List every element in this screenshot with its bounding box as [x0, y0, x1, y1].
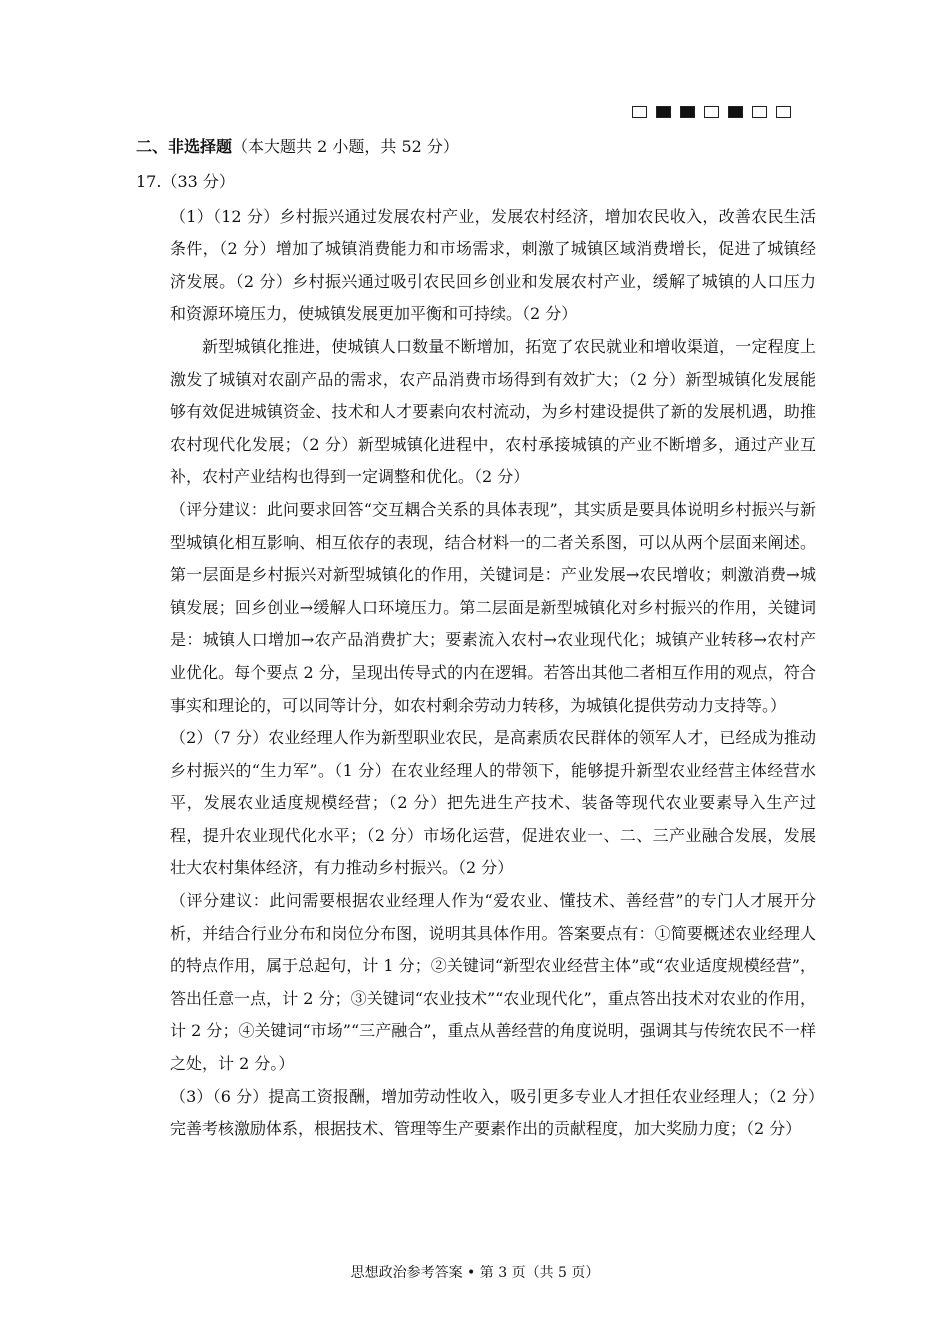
answer-paragraph-4: （3）（6 分）提高工资报酬，增加劳动性收入，吸引更多专业人才担任农业经理人；（2 分）完善考核激励体系，根据技术、管理等生产要素作出的贡献程度，加大奖励力度；（2 分） [170, 1086, 816, 1139]
header-mark [728, 106, 743, 118]
scoring-note-2: （评分建议：此问需要根据农业经理人作为“爱农业、懂技术、善经营”的专门人才展开分析，并结合行业分布和岗位分布图，说明其具体作用。答案要点有：①简要概述农业经理人的特点作用，属于总起句，计 1 分；②关键词“新型农业经营主体”或“农业适度规模经营”，答出任意一点，计 2 分；③关键词“农业技术”“农业现代化”，重点答出技术对农业的作用，计 2 分；④关键词“市场”“三产融合”，重点从善经营的角度说明，强调其与传统农民不一样之处，计 2 分。） [170, 891, 816, 1074]
header-mark [680, 106, 695, 118]
answer-paragraph-3: （2）（7 分）农业经理人作为新型职业农民，是高素质农民群体的领军人才，已经成为推动乡村振兴的“生力军”。（1 分）在农业经理人的带领下，能够提升新型农业经营主体经营水平，发展农业适度规模经营；（2 分）把先进生产技术、装备等现代农业要素导入生产过程，提升农业现代化水平；（2 分）市场化运营，促进农业一、二、三产业融合发展，发展壮大农村集体经济，有力推动乡村振兴。（2 分） [170, 728, 816, 878]
section-heading [136, 136, 816, 158]
question-number: 17.（33 分） [136, 172, 235, 191]
header-mark [632, 106, 647, 118]
page-footer: 思想政治参考答案 • 第 3 页（共 5 页） [350, 1265, 600, 1281]
answer-paragraph-2: 新型城镇化推进，使城镇人口数量不断增加，拓宽了农民就业和增收渠道，一定程度上激发了城镇对农副产品的需求，农产品消费市场得到有效扩大；（2 分）新型城镇化发展能够有效促进城镇资金、技术和人才要素向农村流动，为乡村建设提供了新的发展机遇，助推农村现代化发展；（2 分）新型城镇化进程中，农村承接城镇的产业不断增多，通过产业互补，农村产业结构也得到一定调整和优化。（2 分） [170, 336, 816, 487]
header-mark [752, 106, 767, 118]
answer-page [136, 136, 816, 1146]
header-mark [704, 106, 719, 118]
section-title: 二、非选择题 [136, 137, 233, 156]
header-mark [776, 106, 791, 118]
answer-paragraph-1: （1）（12 分）乡村振兴通过发展农村产业，发展农村经济，增加农民收入，改善农民生活条件，（2 分）增加了城镇消费能力和市场需求，刺激了城镇区域消费增长，促进了城镇经济发展。（2 分）乡村振兴通过吸引农民回乡创业和发展农村产业，缓解了城镇的人口压力和资源环境压力，使城镇发展更加平衡和可持续。（2 分） [170, 206, 816, 324]
scoring-note-1: （评分建议：此问要求回答“交互耦合关系的具体表现”，其实质是要具体说明乡村振兴与新型城镇化相互影响、相互依存的表现，结合材料一的二者关系图，可以从两个层面来阐述。第一层面是乡村振兴对新型城镇化的作用，关键词是：产业发展→农民增收；刺激消费→城镇发展；回乡创业→缓解人口环境压力。第二层面是新型城镇化对乡村振兴的作用，关键词是：城镇人口增加→农产品消费扩大；要素流入农村→农业现代化；城镇产业转移→农村产业优化。每个要点 2 分，呈现出传导式的内在逻辑。若答出其他二者相互作用的观点，符合事实和理论的，可以同等计分，如农村剩余劳动力转移，为城镇化提供劳动力支持等。） [170, 499, 816, 715]
header-marks [632, 106, 791, 118]
header-mark [656, 106, 671, 118]
section-note: （本大题共 2 小题，共 52 分） [232, 137, 459, 156]
